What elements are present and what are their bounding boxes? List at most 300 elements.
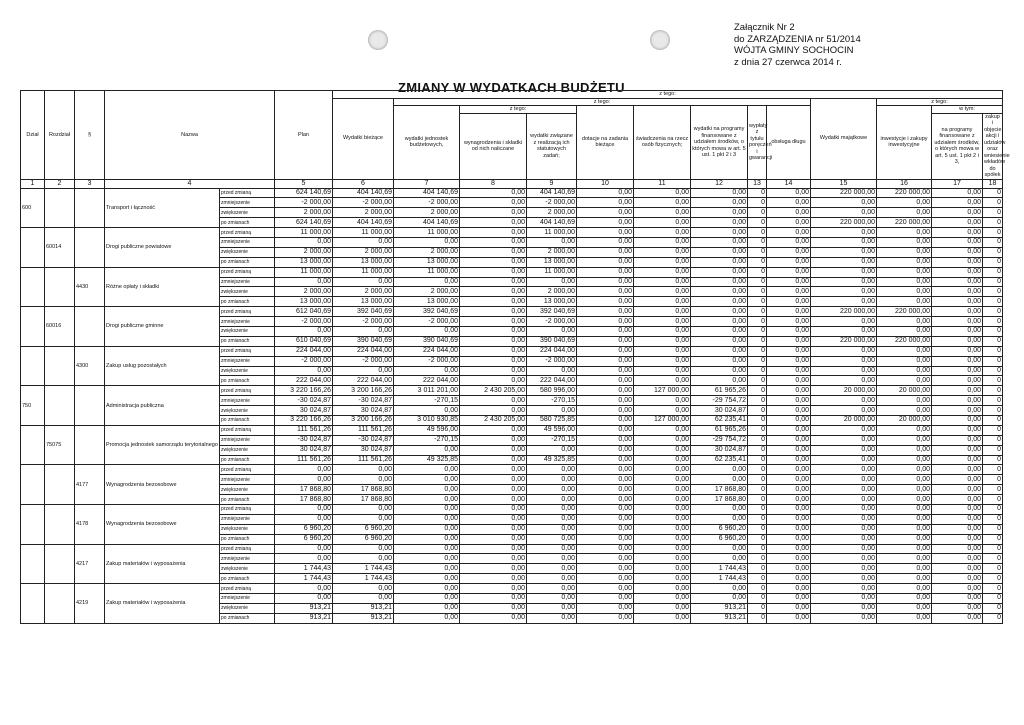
value-cell: 0,00 [691, 267, 748, 277]
value-cell: 0,00 [577, 228, 634, 238]
value-cell: 3 220 166,26 [275, 415, 333, 425]
value-cell: -2 000,00 [333, 198, 394, 208]
value-cell: 0,00 [691, 237, 748, 247]
row-label: zmniejszenie [220, 237, 275, 247]
value-cell: 0,00 [275, 554, 333, 564]
punch-hole-left [368, 30, 388, 50]
value-cell: 3 011 201,00 [394, 386, 460, 396]
value-cell: 0,00 [275, 505, 333, 515]
value-cell: 20 000,00 [811, 386, 877, 396]
value-cell: 0,00 [932, 366, 983, 376]
value-cell: 0,00 [634, 455, 691, 465]
value-cell: 0,00 [691, 366, 748, 376]
paragraf-cell: 4217 [75, 544, 105, 584]
value-cell: 0,00 [691, 218, 748, 228]
value-cell: -2 000,00 [275, 198, 333, 208]
value-cell: 0,00 [634, 465, 691, 475]
table-row [21, 386, 1003, 396]
value-cell: 0,00 [767, 326, 811, 336]
value-cell: 6 960,20 [691, 534, 748, 544]
value-cell: 0 [748, 505, 767, 515]
value-cell: 0,00 [577, 366, 634, 376]
value-cell: 0,00 [460, 524, 527, 534]
value-cell: 0,00 [767, 277, 811, 287]
col-programy-majatkowe: na programy finansowane z udziałem środków, o których mowa w art. 5 ust. 1 pkt 2 i 3, [932, 113, 983, 179]
value-cell: 0,00 [767, 554, 811, 564]
value-cell: 0,00 [460, 208, 527, 218]
value-cell: 0,00 [932, 435, 983, 445]
value-cell: 0,00 [394, 485, 460, 495]
value-cell: -30 024,87 [275, 396, 333, 406]
value-cell: 0,00 [691, 475, 748, 485]
value-cell: 0,00 [634, 485, 691, 495]
paragraf-cell [75, 307, 105, 347]
nazwa-cell: Drogi publiczne powiatowe [105, 228, 220, 268]
value-cell: 913,21 [333, 613, 394, 623]
value-cell: 224 044,00 [527, 346, 577, 356]
row-label: zwiększenie [220, 603, 275, 613]
value-cell: 0,00 [634, 613, 691, 623]
value-cell: 0,00 [877, 435, 932, 445]
value-cell: 0,00 [333, 366, 394, 376]
paragraf-cell: 4177 [75, 465, 105, 505]
value-cell: 0,00 [811, 594, 877, 604]
value-cell: 2 000,00 [333, 287, 394, 297]
value-cell: 0,00 [577, 495, 634, 505]
value-cell: 0 [748, 554, 767, 564]
value-cell: 13 000,00 [333, 257, 394, 267]
value-cell: 0,00 [767, 257, 811, 267]
value-cell: 0,00 [932, 574, 983, 584]
value-cell: 0,00 [877, 544, 932, 554]
value-cell: 0 [983, 218, 1003, 228]
value-cell: 0,00 [767, 317, 811, 327]
row-label: po zmianach [220, 336, 275, 346]
paragraf-cell: 4178 [75, 505, 105, 545]
value-cell: 0,00 [460, 218, 527, 228]
value-cell: 0,00 [634, 366, 691, 376]
row-label: zmniejszenie [220, 594, 275, 604]
value-cell: 0,00 [577, 267, 634, 277]
value-cell: 0,00 [634, 495, 691, 505]
value-cell: 30 024,87 [275, 406, 333, 416]
value-cell: 0,00 [577, 188, 634, 198]
value-cell: -2 000,00 [527, 198, 577, 208]
value-cell: 0,00 [811, 247, 877, 257]
row-label: po zmianach [220, 534, 275, 544]
value-cell: 0,00 [577, 336, 634, 346]
value-cell: 0,00 [460, 554, 527, 564]
value-cell: 0,00 [460, 346, 527, 356]
rozdzial-cell [45, 465, 75, 505]
row-label: przed zmianą [220, 425, 275, 435]
value-cell: 0,00 [634, 257, 691, 267]
rozdzial-cell: 75075 [45, 425, 75, 465]
value-cell: 0,00 [767, 307, 811, 317]
value-cell: 0,00 [877, 594, 932, 604]
paragraf-cell: 4219 [75, 584, 105, 624]
nazwa-cell: Promocja jednostek samorządu terytorialnego [105, 425, 220, 465]
value-cell: 0,00 [811, 524, 877, 534]
value-cell: 0,00 [634, 198, 691, 208]
value-cell: 20 000,00 [877, 415, 932, 425]
value-cell: 0 [748, 584, 767, 594]
value-cell: 0,00 [811, 346, 877, 356]
value-cell: 0,00 [527, 514, 577, 524]
value-cell: 224 044,00 [275, 346, 333, 356]
value-cell: 17 868,80 [333, 485, 394, 495]
paragraf-cell [75, 188, 105, 228]
value-cell: 17 868,80 [275, 485, 333, 495]
value-cell: 0,00 [460, 534, 527, 544]
value-cell: 0,00 [877, 277, 932, 287]
value-cell: 0,00 [577, 594, 634, 604]
column-number: 1 [21, 179, 45, 188]
dzial-cell [21, 267, 45, 307]
value-cell: 0,00 [767, 356, 811, 366]
table-row [21, 465, 1003, 475]
value-cell: 0,00 [877, 425, 932, 435]
value-cell: 0 [983, 435, 1003, 445]
column-number: 5 [275, 179, 333, 188]
value-cell: 404 140,69 [333, 218, 394, 228]
value-cell: 0 [748, 228, 767, 238]
value-cell: 0 [748, 346, 767, 356]
row-label: zwiększenie [220, 406, 275, 416]
value-cell: 0,00 [527, 495, 577, 505]
col-z-tego-biezace: z tego: [394, 98, 811, 106]
value-cell: 0 [748, 297, 767, 307]
rozdzial-cell [45, 544, 75, 584]
value-cell: 220 000,00 [877, 336, 932, 346]
value-cell: 0,00 [460, 317, 527, 327]
value-cell: 0,00 [691, 584, 748, 594]
value-cell: 0,00 [577, 485, 634, 495]
value-cell: 0 [983, 257, 1003, 267]
value-cell: 0,00 [394, 564, 460, 574]
col-z-tego-jednostek: z tego: [460, 106, 577, 114]
value-cell: 0,00 [767, 247, 811, 257]
value-cell: 404 140,69 [527, 218, 577, 228]
value-cell: 0,00 [394, 603, 460, 613]
nazwa-cell: Wynagrodzenia bezosobowe [105, 505, 220, 545]
value-cell: 0,00 [275, 465, 333, 475]
value-cell: 0,00 [767, 386, 811, 396]
value-cell: 0,00 [634, 317, 691, 327]
value-cell: 1 744,43 [275, 564, 333, 574]
col-statutowe: wydatki związane z realizacją ich statutowych zadań; [527, 113, 577, 179]
value-cell: 62 235,41 [691, 415, 748, 425]
value-cell: 0,00 [577, 603, 634, 613]
col-z-tego-majatkowe: z tego: [877, 98, 1003, 106]
value-cell: 0,00 [333, 237, 394, 247]
value-cell: 0,00 [527, 584, 577, 594]
row-label: po zmianach [220, 495, 275, 505]
value-cell: 0 [748, 267, 767, 277]
value-cell: 0,00 [634, 237, 691, 247]
value-cell: 0,00 [767, 425, 811, 435]
value-cell: 3 200 166,26 [333, 415, 394, 425]
value-cell: 0,00 [460, 356, 527, 366]
value-cell: 0 [748, 356, 767, 366]
value-cell: 2 430 205,00 [460, 415, 527, 425]
value-cell: 0,00 [634, 297, 691, 307]
value-cell: 0 [748, 475, 767, 485]
value-cell: 0,00 [577, 198, 634, 208]
col-wydatki-jednostek: wydatki jednostek budżetowych, [394, 106, 460, 180]
value-cell: 0,00 [691, 465, 748, 475]
row-label: po zmianach [220, 218, 275, 228]
value-cell: 0 [983, 386, 1003, 396]
value-cell: 1 744,43 [333, 574, 394, 584]
value-cell: 0,00 [877, 524, 932, 534]
value-cell: 0,00 [460, 445, 527, 455]
value-cell: 0,00 [275, 277, 333, 287]
value-cell: 0 [748, 445, 767, 455]
value-cell: 0,00 [460, 257, 527, 267]
value-cell: 0,00 [691, 326, 748, 336]
value-cell: 0,00 [394, 613, 460, 623]
value-cell: 0,00 [577, 277, 634, 287]
value-cell: 13 000,00 [527, 297, 577, 307]
table-row [21, 188, 1003, 198]
value-cell: 0,00 [811, 465, 877, 475]
value-cell: 0,00 [394, 584, 460, 594]
value-cell: 913,21 [691, 613, 748, 623]
value-cell: 224 044,00 [333, 346, 394, 356]
nazwa-cell: Zakup materiałów i wyposażenia [105, 584, 220, 624]
row-label: zwiększenie [220, 366, 275, 376]
value-cell: 0,00 [877, 534, 932, 544]
value-cell: 0,00 [333, 594, 394, 604]
dzial-cell [21, 228, 45, 268]
value-cell: 13 000,00 [333, 297, 394, 307]
rozdzial-cell [45, 505, 75, 545]
value-cell: 0,00 [767, 594, 811, 604]
value-cell: 0,00 [932, 465, 983, 475]
value-cell: 0,00 [460, 475, 527, 485]
value-cell: 0,00 [333, 326, 394, 336]
value-cell: 220 000,00 [811, 336, 877, 346]
value-cell: 0,00 [634, 287, 691, 297]
value-cell: 0 [748, 574, 767, 584]
row-label: zmniejszenie [220, 475, 275, 485]
value-cell: 0,00 [460, 544, 527, 554]
value-cell: 0,00 [394, 554, 460, 564]
value-cell: 0,00 [932, 237, 983, 247]
col-poreczenia: wypłaty z tytułu poręczeń i gwarancji [748, 106, 767, 180]
value-cell: 0,00 [527, 613, 577, 623]
value-cell: -2 000,00 [333, 317, 394, 327]
value-cell: 0,00 [932, 218, 983, 228]
value-cell: 0 [983, 287, 1003, 297]
value-cell: 0 [983, 415, 1003, 425]
value-cell: 0 [983, 237, 1003, 247]
value-cell: 624 140,69 [275, 188, 333, 198]
column-number: 3 [75, 179, 105, 188]
value-cell: 0,00 [460, 465, 527, 475]
value-cell: 0 [983, 544, 1003, 554]
value-cell: 0,00 [527, 574, 577, 584]
value-cell: 0,00 [932, 455, 983, 465]
value-cell: 0,00 [811, 366, 877, 376]
value-cell: 0,00 [527, 603, 577, 613]
value-cell: 0,00 [767, 505, 811, 515]
value-cell: 0,00 [932, 287, 983, 297]
value-cell: 0,00 [634, 594, 691, 604]
budget-table [20, 90, 1010, 624]
value-cell: 0,00 [932, 297, 983, 307]
value-cell: 0,00 [767, 366, 811, 376]
value-cell: 222 044,00 [275, 376, 333, 386]
value-cell: 220 000,00 [811, 307, 877, 317]
value-cell: 0,00 [877, 495, 932, 505]
value-cell: 0,00 [811, 455, 877, 465]
value-cell: 0,00 [333, 514, 394, 524]
value-cell: 0,00 [460, 435, 527, 445]
value-cell: 0,00 [634, 188, 691, 198]
column-number: 16 [877, 179, 932, 188]
value-cell: 0,00 [767, 534, 811, 544]
row-label: zwiększenie [220, 524, 275, 534]
value-cell: 0,00 [577, 584, 634, 594]
value-cell: 0,00 [527, 445, 577, 455]
nazwa-cell: Wynagrodzenia bezosobowe [105, 465, 220, 505]
value-cell: 0 [748, 425, 767, 435]
value-cell: 0,00 [634, 524, 691, 534]
value-cell: 0,00 [811, 425, 877, 435]
value-cell: 0,00 [577, 445, 634, 455]
value-cell: 13 000,00 [527, 257, 577, 267]
value-cell: 0,00 [577, 435, 634, 445]
value-cell: 0,00 [877, 297, 932, 307]
value-cell: 0,00 [460, 366, 527, 376]
col-z-tego-top: z tego: [333, 91, 1003, 99]
value-cell: 0,00 [577, 247, 634, 257]
value-cell: 224 044,00 [394, 346, 460, 356]
row-label: po zmianach [220, 376, 275, 386]
table-row [21, 346, 1003, 356]
value-cell: 0,00 [275, 237, 333, 247]
value-cell: 0,00 [460, 228, 527, 238]
value-cell: -270,15 [394, 396, 460, 406]
value-cell: 0,00 [932, 584, 983, 594]
value-cell: 0,00 [460, 188, 527, 198]
value-cell: 0,00 [460, 485, 527, 495]
value-cell: 0 [983, 485, 1003, 495]
col-dlug: obsługa długu [767, 106, 811, 180]
paragraf-cell: 4300 [75, 346, 105, 386]
value-cell: 2 000,00 [275, 287, 333, 297]
value-cell: 2 000,00 [527, 247, 577, 257]
value-cell: 1 744,43 [275, 574, 333, 584]
value-cell: 0,00 [932, 198, 983, 208]
col-rozdzial: Rozdział [45, 91, 75, 180]
value-cell: 0,00 [811, 208, 877, 218]
value-cell: 0,00 [767, 198, 811, 208]
value-cell: 30 024,87 [691, 445, 748, 455]
value-cell: 0,00 [460, 336, 527, 346]
value-cell: 0,00 [275, 584, 333, 594]
value-cell: 0,00 [634, 425, 691, 435]
value-cell: 0,00 [877, 376, 932, 386]
value-cell: 0,00 [634, 336, 691, 346]
column-number: 11 [634, 179, 691, 188]
value-cell: 0,00 [932, 208, 983, 218]
value-cell: 0 [748, 188, 767, 198]
value-cell: 0 [983, 376, 1003, 386]
value-cell: 0,00 [460, 396, 527, 406]
value-cell: 0 [748, 376, 767, 386]
value-cell: 220 000,00 [877, 218, 932, 228]
value-cell: 1 744,43 [333, 564, 394, 574]
value-cell: 0 [748, 336, 767, 346]
value-cell: 0,00 [394, 505, 460, 515]
value-cell: 11 000,00 [275, 267, 333, 277]
value-cell: 0,00 [767, 495, 811, 505]
value-cell: 0,00 [932, 396, 983, 406]
value-cell: 0,00 [527, 554, 577, 564]
rozdzial-cell [45, 346, 75, 386]
value-cell: 30 024,87 [333, 445, 394, 455]
value-cell: 0,00 [634, 534, 691, 544]
value-cell: 0,00 [877, 406, 932, 416]
value-cell: 0,00 [932, 277, 983, 287]
row-label: przed zmianą [220, 505, 275, 515]
value-cell: 0 [983, 445, 1003, 455]
value-cell: -29 754,72 [691, 396, 748, 406]
column-number: 18 [983, 179, 1003, 188]
value-cell: 17 868,80 [691, 495, 748, 505]
value-cell: 0,00 [767, 188, 811, 198]
value-cell: 0,00 [932, 613, 983, 623]
value-cell: 0 [983, 514, 1003, 524]
table-header [21, 91, 1010, 189]
value-cell: 3 200 166,26 [333, 386, 394, 396]
rozdzial-cell [45, 584, 75, 624]
column-number: 15 [811, 179, 877, 188]
value-cell: 0,00 [811, 514, 877, 524]
dzial-cell [21, 584, 45, 624]
value-cell: 0 [983, 346, 1003, 356]
col-nazwa: Nazwa [105, 91, 275, 180]
value-cell: 0,00 [634, 505, 691, 515]
table-row [21, 544, 1003, 554]
value-cell: 0,00 [577, 505, 634, 515]
column-number: 14 [767, 179, 811, 188]
value-cell: 222 044,00 [394, 376, 460, 386]
value-cell: -2 000,00 [275, 356, 333, 366]
annex-line: z dnia 27 czerwca 2014 r. [734, 56, 842, 68]
row-label: przed zmianą [220, 584, 275, 594]
value-cell: 0,00 [811, 554, 877, 564]
value-cell: 0 [748, 514, 767, 524]
value-cell: 0,00 [767, 485, 811, 495]
value-cell: 0,00 [527, 475, 577, 485]
value-cell: 0,00 [333, 277, 394, 287]
value-cell: 0,00 [691, 247, 748, 257]
value-cell: 0 [983, 455, 1003, 465]
value-cell: 0,00 [460, 277, 527, 287]
value-cell: 0 [748, 415, 767, 425]
value-cell: 0,00 [877, 326, 932, 336]
value-cell: 2 430 205,00 [460, 386, 527, 396]
value-cell: 0 [748, 257, 767, 267]
value-cell: 0,00 [275, 514, 333, 524]
value-cell: 0,00 [877, 247, 932, 257]
value-cell: 0,00 [634, 574, 691, 584]
value-cell: 0 [748, 218, 767, 228]
